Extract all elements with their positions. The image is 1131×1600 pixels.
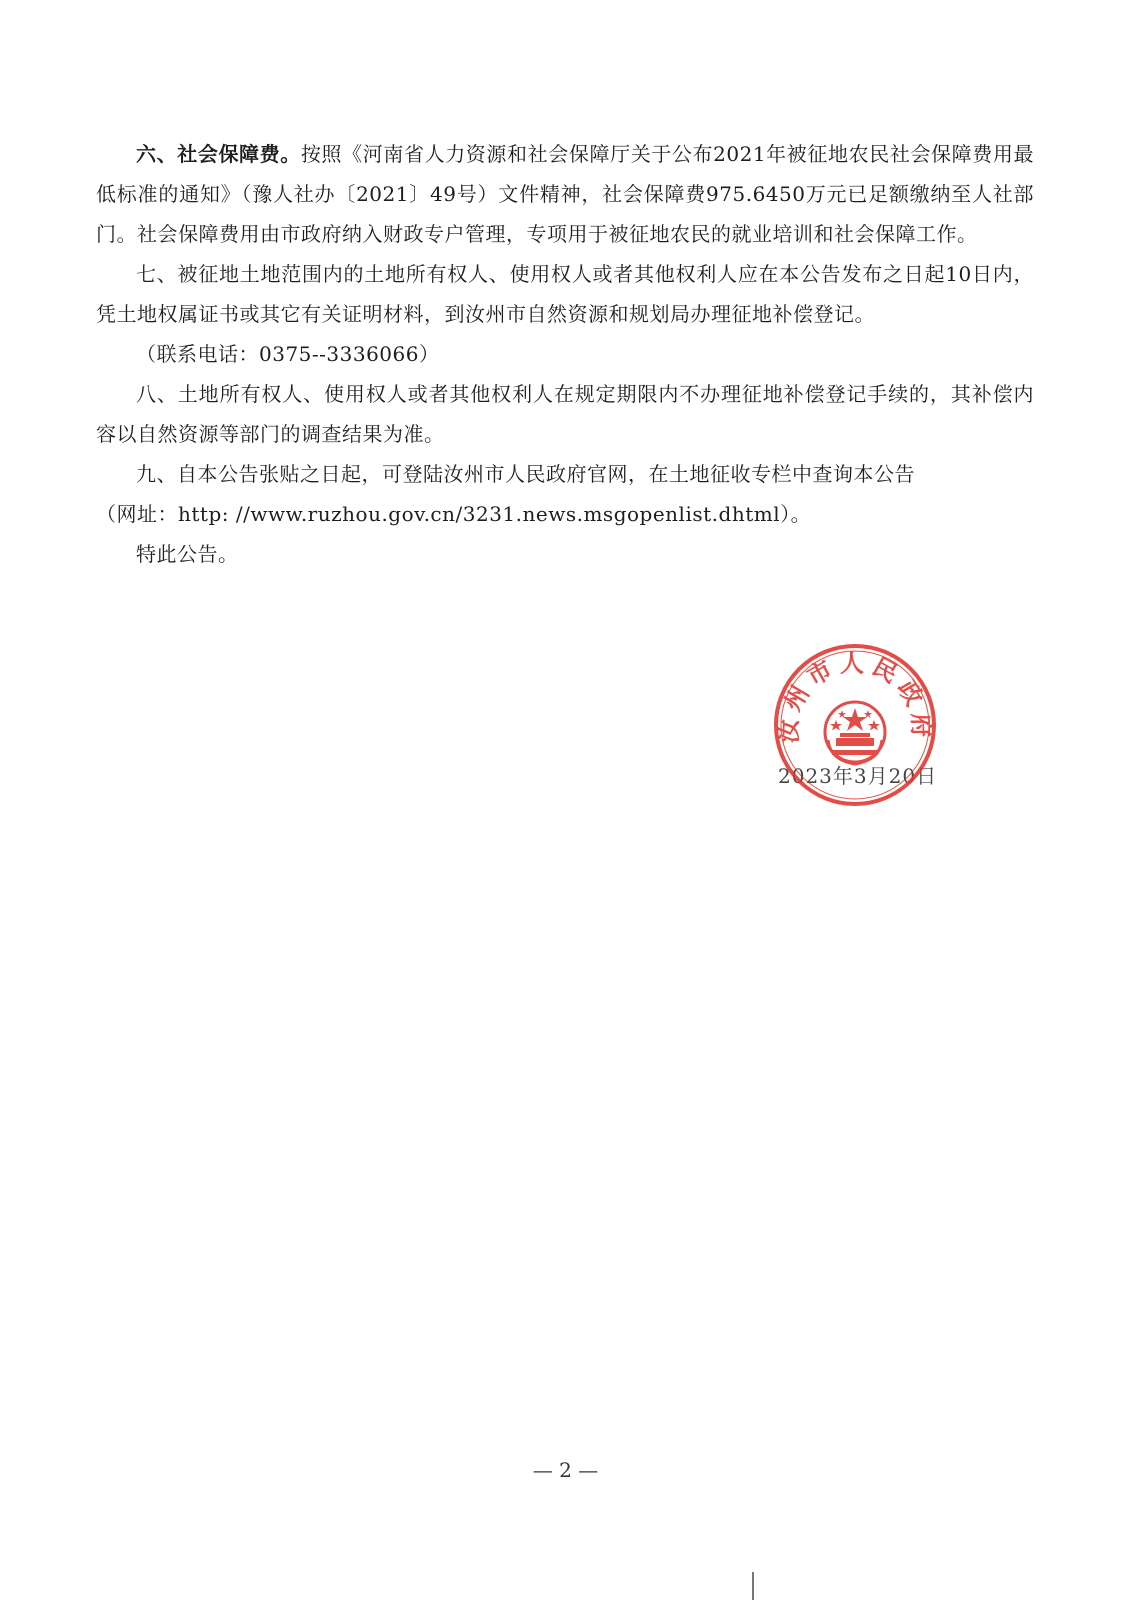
scan-edge-mark [752,1572,754,1600]
document-body [96,134,1034,574]
contact-phone: （联系电话：0375--3336066） [136,342,440,366]
paragraph-text: 按照《河南省人力资源和社会保障厅关于公布2021年被征地农民社会保障费用最低标准的通知》（豫人社办〔2021〕49号）文件精神，社会保障费975.6450万元已足额缴纳至人社部门。社会保障费用由市政府纳入财政专户管理，专项用于被征地农民的就业培训和社会保障工作。 [96,142,1035,246]
issue-date: 2023年3月20日 [778,764,938,788]
paragraph-social-security [96,134,1034,254]
official-seal-icon [770,640,940,810]
paragraph-heading: 六、社会保障费。 [136,142,301,166]
paragraph-website: 九、自本公告张贴之日起，可登陆汝州市人民政府官网，在土地征收专栏中查询本公告 [136,462,915,486]
closing-statement: 特此公告。 [136,542,239,566]
seal-text: 汝州市人民政府 [773,648,937,744]
website-url: （网址：http: //www.ruzhou.gov.cn/3231.news.msgopenlist.dhtml）。 [96,502,812,526]
svg-text:汝州市人民政府 [774,648,936,743]
page-number: — 2 — [532,1458,599,1482]
paragraph-registration: 七、被征地土地范围内的土地所有权人、使用权人或者其他权利人应在本公告发布之日起10日内，凭土地权属证书或其它有关证明材料，到汝州市自然资源和规划局办理征地补偿登记。 [96,262,1034,326]
paragraph-failure-to-register: 八、土地所有权人、使用权人或者其他权利人在规定期限内不办理征地补偿登记手续的，其补偿内容以自然资源等部门的调查结果为准。 [96,382,1034,446]
